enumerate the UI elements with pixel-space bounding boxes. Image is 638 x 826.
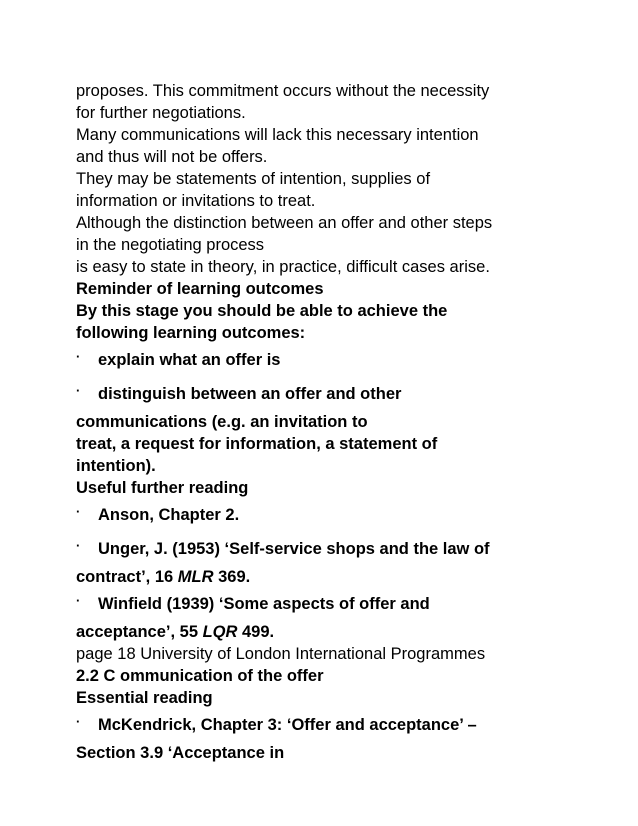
paragraph-line: is easy to state in theory, in practice, difficult cases arise. [76,258,490,276]
reading-text: Winfield (1939) ‘Some aspects of offer and [98,595,430,613]
citation-page: 499. [237,623,275,641]
outcome-text: explain what an offer is [98,351,281,369]
document-body [76,80,576,764]
reading-text-continued [76,566,576,588]
paragraph-line: information or invitations to treat. [76,192,316,210]
bullet-icon: · [76,383,81,398]
journal-abbreviation: LQR [202,623,238,641]
outcome-list-item [76,383,576,405]
bullet-icon: · [76,538,81,553]
citation-page: 369. [213,568,251,586]
paragraph-line: and thus will not be offers. [76,148,268,166]
outcome-text-continued: treat, a request for information, a statement of [76,435,438,453]
outcome-list-item [76,349,576,371]
paragraph-line: for further negotiations. [76,104,246,122]
bullet-icon: · [76,593,81,608]
paragraph-line: in the negotiating process [76,236,265,254]
reading-text: McKendrick, Chapter 3: ‘Offer and acceptance’ – [98,716,477,734]
citation-prefix: acceptance’, 55 [76,623,203,641]
reading-text: Unger, J. (1953) ‘Self-service shops and the law of [98,540,490,558]
section-subheading: Essential reading [76,689,213,707]
reading-text-continued: Section 3.9 ‘Acceptance in [76,744,285,762]
reading-text: Anson, Chapter 2. [98,506,240,524]
outcome-text: distinguish between an offer and other [98,385,402,403]
paragraph-line: Many communications will lack this necessary intention [76,126,479,144]
reminder-intro-line: By this stage you should be able to achieve the [76,302,448,320]
reminder-intro-line: following learning outcomes: [76,324,306,342]
paragraph-line: They may be statements of intention, supplies of [76,170,431,188]
bullet-icon: · [76,714,81,729]
reading-list-item [76,504,576,526]
reminder-heading: Reminder of learning outcomes [76,280,324,298]
citation-prefix: contract’, 16 [76,568,178,586]
section-title: 2.2 C ommunication of the offer [76,667,324,685]
paragraph-line: proposes. This commitment occurs without the necessity [76,82,490,100]
bullet-icon: · [76,504,81,519]
reading-text-continued [76,621,576,643]
journal-abbreviation: MLR [177,568,214,586]
bullet-icon: · [76,349,81,364]
essential-reading-item [76,714,576,736]
page-footer-line: page 18 University of London International Programmes [76,645,486,663]
paragraph-line: Although the distinction between an offer and other steps [76,214,493,232]
reading-list-item [76,593,576,615]
further-reading-heading: Useful further reading [76,479,249,497]
outcome-text-continued: intention). [76,457,156,475]
outcome-text-continued: communications (e.g. an invitation to [76,413,368,431]
reading-list-item [76,538,576,560]
